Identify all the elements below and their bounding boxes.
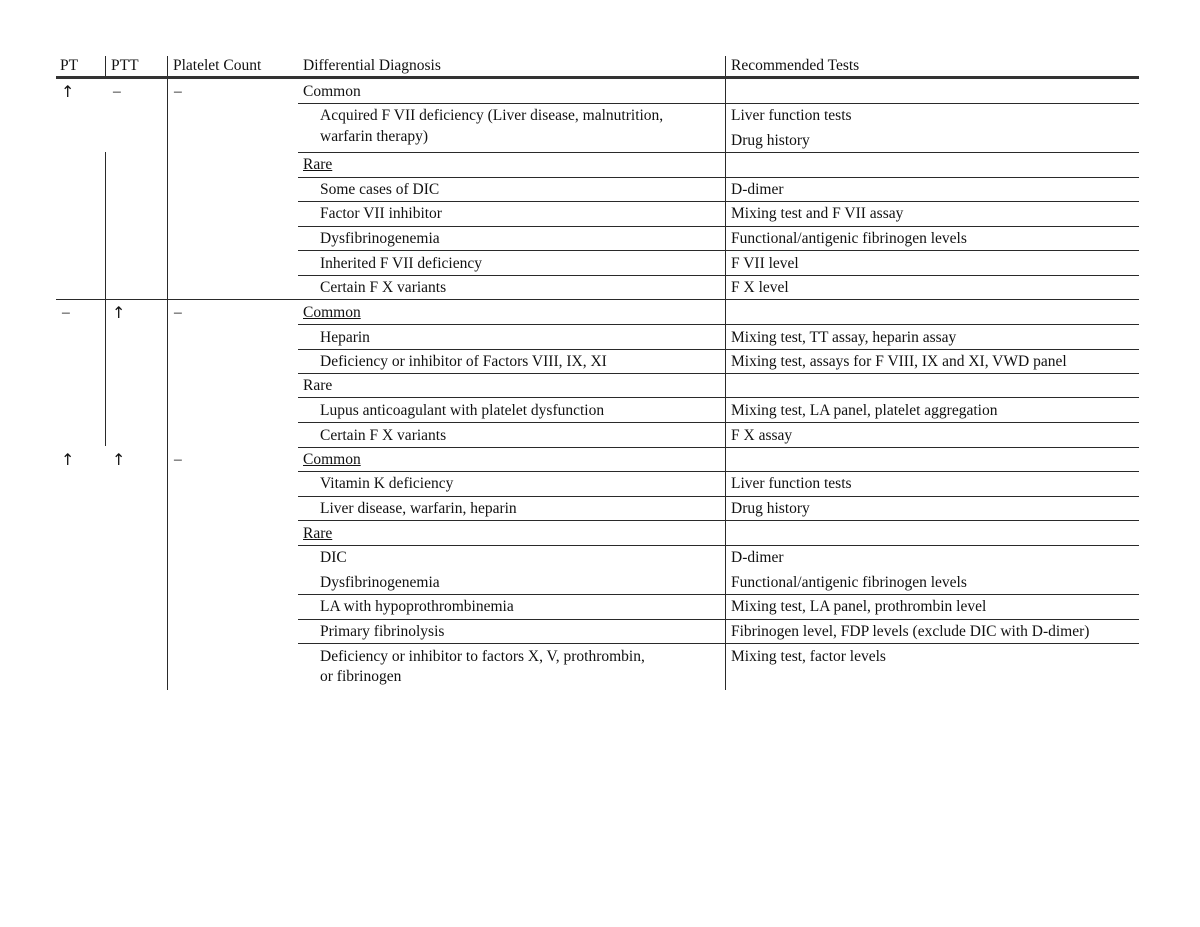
- group3-rare-diagnosis-5a: Deficiency or inhibitor to factors X, V, prothrombin,: [320, 648, 645, 665]
- header-differential-diagnosis: Differential Diagnosis: [303, 57, 441, 74]
- group1-rare-test-3: Functional/antigenic fibrinogen levels: [731, 230, 967, 247]
- header-platelet-count: Platelet Count: [173, 57, 262, 74]
- header-recommended-tests: Recommended Tests: [731, 57, 860, 74]
- group1-pt-up-arrow: ↑: [61, 82, 75, 101]
- platelet-column-border: [167, 79, 168, 690]
- group2-common-test-2: Mixing test, assays for F VIII, IX and XI, VWD panel: [731, 353, 1067, 370]
- row-rule: [298, 422, 1139, 423]
- row-rule: [298, 349, 1139, 350]
- group2-rare-diagnosis-1: Lupus anticoagulant with platelet dysfunction: [320, 402, 605, 419]
- group1-common-test-1a: Liver function tests: [731, 107, 852, 124]
- row-rule: [298, 201, 1139, 202]
- row-rule: [298, 152, 1139, 153]
- row-rule: [298, 594, 1139, 595]
- group2-pt-value: –: [62, 304, 70, 321]
- group1-rare-diagnosis-1: Some cases of DIC: [320, 181, 440, 198]
- row-rule: [298, 177, 1139, 178]
- row-rule: [298, 520, 1139, 521]
- group1-common-diagnosis-1b: warfarin therapy): [320, 128, 429, 145]
- group1-platelet-value: –: [174, 83, 182, 100]
- row-rule: [298, 619, 1139, 620]
- group3-rare-test-4: Fibrinogen level, FDP levels (exclude DIC with D-dimer): [731, 623, 1090, 640]
- group2-rare-test-1: Mixing test, LA panel, platelet aggregation: [731, 402, 998, 419]
- row-rule: [298, 226, 1139, 227]
- group3-rare-diagnosis-3: LA with hypoprothrombinemia: [320, 598, 514, 615]
- row-rule: [298, 250, 1139, 251]
- group1-common-diagnosis-1a: Acquired F VII deficiency (Liver disease, malnutrition,: [320, 107, 664, 124]
- group3-ptt-up-arrow: ↑: [112, 450, 126, 469]
- row-rule: [298, 545, 1139, 546]
- group3-rare-label: Rare: [303, 525, 333, 542]
- group2-common-diagnosis-2: Deficiency or inhibitor of Factors VIII, IX, XI: [320, 353, 607, 370]
- row-rule: [298, 324, 1139, 325]
- group1-rare-label: Rare: [303, 156, 333, 173]
- header-pt: PT: [60, 57, 79, 74]
- row-rule: [298, 471, 1139, 472]
- group2-common-test-1: Mixing test, TT assay, heparin assay: [731, 329, 957, 346]
- group3-common-test-2: Drug history: [731, 500, 810, 517]
- header-ptt: PTT: [111, 57, 139, 74]
- header-separator: [105, 56, 106, 76]
- group-divider: [56, 299, 1139, 300]
- group1-rare-diagnosis-3: Dysfibrinogenemia: [320, 230, 440, 247]
- group3-rare-test-5: Mixing test, factor levels: [731, 648, 886, 665]
- group1-rare-diagnosis-5: Certain F X variants: [320, 279, 447, 296]
- group3-rare-diagnosis-4: Primary fibrinolysis: [320, 623, 445, 640]
- group3-common-label: Common: [303, 451, 361, 468]
- group3-common-diagnosis-2: Liver disease, warfarin, heparin: [320, 500, 517, 517]
- group3-pt-up-arrow: ↑: [61, 450, 75, 469]
- group-divider: [298, 447, 1139, 448]
- group2-rare-diagnosis-2: Certain F X variants: [320, 427, 447, 444]
- row-rule: [298, 275, 1139, 276]
- group1-rare-test-5: F X level: [731, 279, 789, 296]
- group1-rare-diagnosis-2: Factor VII inhibitor: [320, 205, 442, 222]
- header-separator: [167, 56, 168, 76]
- group1-rare-diagnosis-4: Inherited F VII deficiency: [320, 255, 482, 272]
- row-rule: [298, 103, 1139, 104]
- group3-rare-diagnosis-5b: or fibrinogen: [320, 668, 402, 685]
- row-rule: [298, 397, 1139, 398]
- group2-ptt-up-arrow: ↑: [112, 303, 126, 322]
- header-separator: [725, 56, 726, 76]
- group1-rare-test-1: D-dimer: [731, 181, 784, 198]
- group1-rare-test-4: F VII level: [731, 255, 799, 272]
- group1-common-label: Common: [303, 83, 361, 100]
- group3-rare-diagnosis-1: DIC: [320, 549, 347, 566]
- group2-rare-test-2: F X assay: [731, 427, 793, 444]
- group3-platelet-value: –: [174, 451, 182, 468]
- group3-rare-diagnosis-2: Dysfibrinogenemia: [320, 574, 440, 591]
- group2-common-diagnosis-1: Heparin: [320, 329, 370, 346]
- group2-platelet-value: –: [174, 304, 182, 321]
- group3-rare-test-2: Functional/antigenic fibrinogen levels: [731, 574, 967, 591]
- row-rule: [298, 496, 1139, 497]
- tests-column-border: [725, 79, 726, 690]
- group2-common-label: Common: [303, 304, 361, 321]
- header-rule: [56, 76, 1139, 79]
- row-rule: [298, 373, 1139, 374]
- group3-common-diagnosis-1: Vitamin K deficiency: [320, 475, 454, 492]
- group1-common-test-1b: Drug history: [731, 132, 810, 149]
- group1-rare-test-2: Mixing test and F VII assay: [731, 205, 904, 222]
- group3-rare-test-3: Mixing test, LA panel, prothrombin level: [731, 598, 987, 615]
- group1-ptt-value: –: [113, 83, 121, 100]
- group3-common-test-1: Liver function tests: [731, 475, 852, 492]
- group2-rare-label: Rare: [303, 377, 333, 394]
- group3-rare-test-1: D-dimer: [731, 549, 784, 566]
- row-rule: [298, 643, 1139, 644]
